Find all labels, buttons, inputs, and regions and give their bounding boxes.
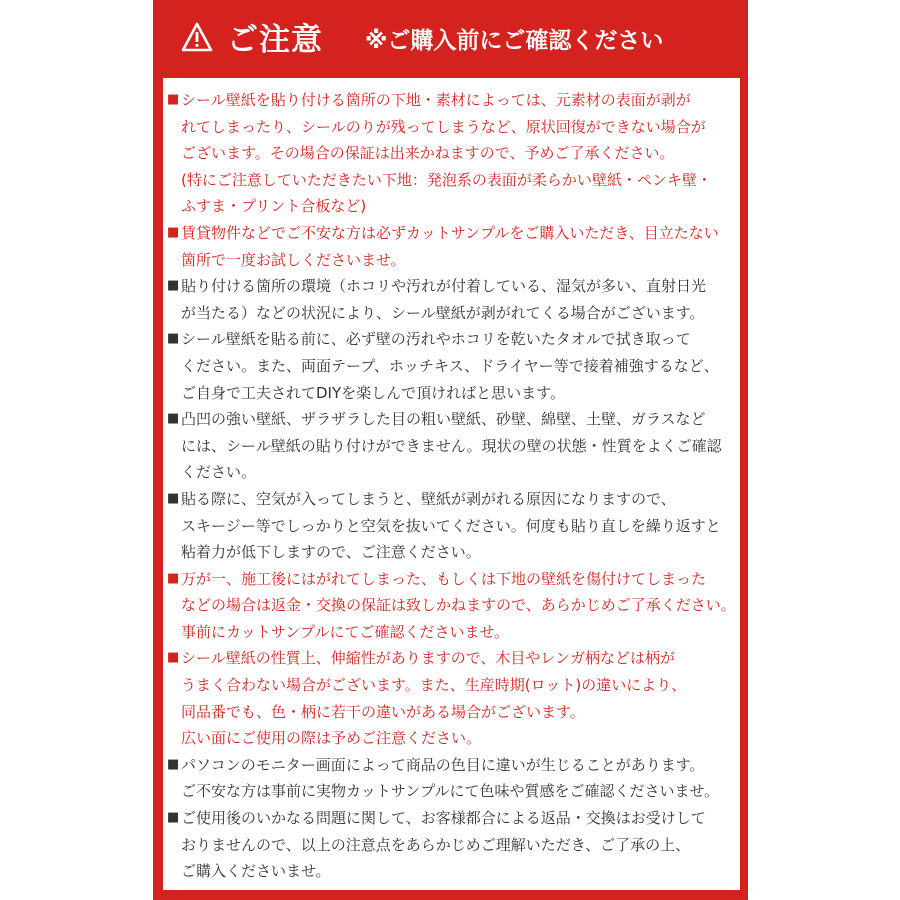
notice-line-text: 賃貸物件などでご不安な方は必ずカットサンプルをご購入いただき、目立たない	[181, 223, 719, 242]
notice-subtitle: ※ご購入前にご確認ください	[365, 28, 664, 54]
notice-line	[163, 247, 736, 274]
notice-list	[163, 87, 736, 885]
bullet-square-icon: ■	[167, 810, 180, 826]
notice-item	[163, 486, 736, 566]
notice-line	[163, 513, 736, 540]
notice-line-text: スキージー等でしっかりと空気を抜いてください。何度も貼り直しを繰り返すと	[181, 516, 721, 535]
notice-line	[163, 832, 736, 859]
notice-line-text: 貼る際に、空気が入ってしまうと、壁紙が剥がれる原因になりますので、	[181, 489, 676, 508]
notice-item	[163, 273, 736, 326]
notice-line	[163, 858, 736, 885]
notice-line	[163, 725, 736, 752]
bullet-square-icon: ■	[167, 224, 180, 240]
notice-item	[163, 406, 736, 486]
notice-item	[163, 87, 736, 220]
notice-line-text: ご購入くださいませ。	[181, 862, 331, 881]
notice-line-text: シール壁紙の性質上、伸縮性がありますので、木目やレンガ柄などは柄が	[181, 649, 676, 668]
notice-line	[163, 406, 736, 433]
bullet-square-icon: ■	[167, 411, 180, 427]
notice-line	[163, 326, 736, 353]
notice-line	[163, 380, 736, 407]
notice-line	[163, 592, 736, 619]
notice-item	[163, 645, 736, 751]
notice-line-text: れてしまったり、シールのりが残ってしまうなど、原状回復ができない場合が	[181, 117, 706, 136]
notice-body	[163, 78, 740, 890]
notice-header	[153, 0, 748, 74]
notice-line-text: 万が一、施工後にはがれてしまった、もしくは下地の壁紙を傷付けてしまった	[181, 569, 707, 588]
notice-line-text: が当たる）などの状況により、シール壁紙が剥がれてくる場合がございます。	[181, 303, 705, 322]
notice-line	[163, 459, 736, 486]
notice-line	[163, 619, 736, 646]
notice-line-text: シール壁紙を貼る前に、必ず壁の汚れやホコリを乾いたタオルで拭き取って	[181, 330, 691, 349]
notice-line	[163, 433, 736, 460]
notice-line	[163, 645, 736, 672]
notice-line	[163, 220, 736, 247]
notice-line	[163, 752, 736, 779]
notice-line-text: 凸凹の強い壁紙、ザラザラした目の粗い壁紙、砂壁、綿壁、土壁、ガラスなど	[181, 410, 706, 429]
notice-line	[163, 805, 736, 832]
notice-line-text: (特にご注意していただきたい下地：発泡系の表面が柔らかい壁紙・ペンキ壁・	[181, 170, 712, 189]
notice-frame	[153, 0, 748, 900]
bullet-square-icon: ■	[167, 490, 180, 506]
notice-item	[163, 326, 736, 406]
notice-line	[163, 672, 736, 699]
notice-line	[163, 778, 736, 805]
notice-item	[163, 805, 736, 885]
notice-line-text: うまく合わない場合がございます。また、生産時期(ロット)の違いにより、	[181, 676, 687, 695]
notice-line	[163, 699, 736, 726]
notice-line-text: 広い面にご使用の際は予めご注意ください。	[181, 729, 482, 748]
bullet-square-icon: ■	[167, 92, 180, 107]
notice-line-text: おりませんので、以上の注意点をあらかじめご理解いただき、ご了承の上、	[181, 835, 691, 854]
notice-line	[163, 539, 736, 566]
notice-line	[163, 353, 736, 380]
notice-line-text: 同品番でも、色・柄に若干の違いがある場合がございます。	[181, 702, 585, 721]
notice-line-text: 貼り付ける箇所の環境（ホコリや汚れが付着している、湿気が多い、直射日光	[181, 277, 707, 296]
notice-line-text: 事前にカットサンプルにてご確認くださいませ。	[181, 622, 510, 641]
notice-line	[163, 167, 736, 194]
bullet-square-icon: ■	[167, 650, 180, 666]
notice-line	[163, 87, 736, 114]
bullet-square-icon: ■	[167, 278, 180, 294]
bullet-square-icon: ■	[167, 570, 180, 586]
bullet-square-icon: ■	[167, 756, 180, 772]
notice-line-text: 箇所で一度お試しくださいませ。	[181, 250, 406, 269]
notice-item	[163, 566, 736, 646]
notice-line-text: 粘着力が低下しますので、ご注意ください。	[181, 543, 481, 562]
notice-line-text: には、シール壁紙の貼り付けができません。現状の壁の状態・性質をよくご確認	[181, 436, 722, 455]
notice-line	[163, 193, 736, 220]
notice-line-text: パソコンのモニター画面によって商品の色目に違いが生じることがあります。	[181, 755, 705, 774]
notice-line-text: シール壁紙を貼り付ける箇所の下地・素材によっては、元素材の表面が剥が	[181, 91, 691, 109]
notice-line-text: ください。また、両面テープ、ホッチキス、ドライヤー等で接着補強するなど、	[181, 356, 719, 375]
notice-line	[163, 140, 736, 167]
notice-line	[163, 273, 736, 300]
warning-triangle-icon	[181, 22, 213, 52]
notice-title: ご注意	[227, 22, 323, 58]
notice-item	[163, 220, 736, 273]
bullet-square-icon: ■	[167, 331, 180, 347]
notice-line-text: ふすま・プリント合板など)	[181, 197, 367, 216]
notice-line	[163, 114, 736, 141]
notice-line	[163, 486, 736, 513]
notice-line-text: ください。	[181, 463, 257, 482]
notice-item	[163, 752, 736, 805]
notice-line-text: ご使用後のいかなる問題に関して、お客様都合による返品・交換はお受けして	[181, 809, 706, 828]
notice-line	[163, 300, 736, 327]
notice-line-text: ございます。その場合の保証は出来かねますので、予めご了承ください。	[181, 144, 675, 163]
notice-line-text: などの場合は返金・交換の保証は致しかねますので、あらかじめご了承ください。	[181, 596, 736, 615]
notice-line-text: ご自身で工夫されてDIYを楽しんで頂ければと思います。	[181, 383, 565, 402]
notice-line	[163, 566, 736, 593]
notice-line-text: ご不安な方は事前に実物カットサンプルにて色味や質感をご確認くださいませ。	[181, 782, 720, 801]
